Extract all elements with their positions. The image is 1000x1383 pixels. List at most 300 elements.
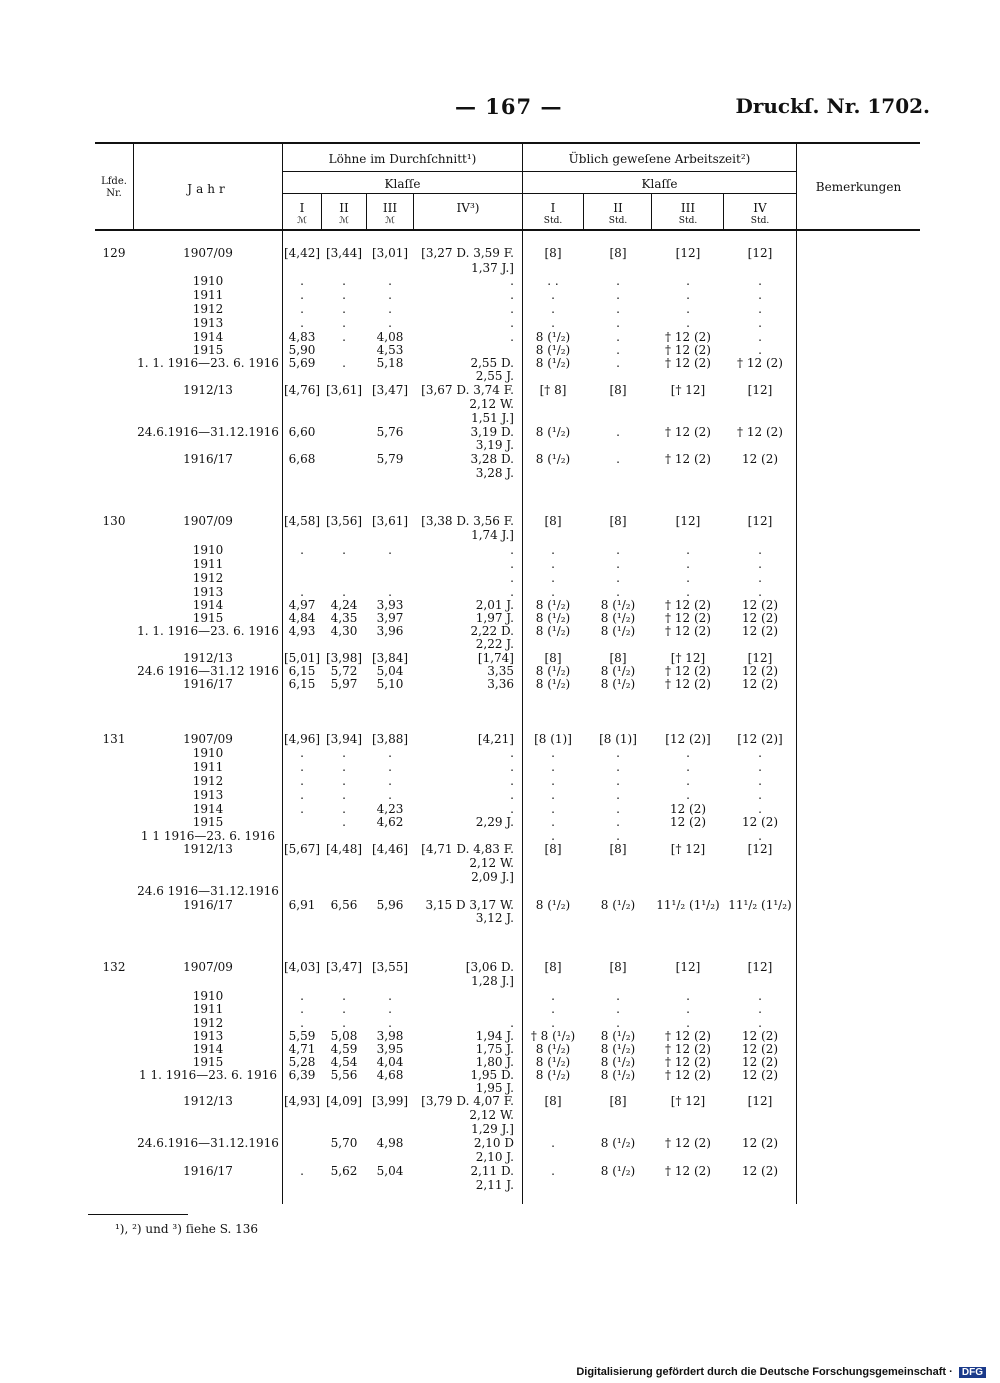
row-year: 1912 (192, 302, 224, 316)
wage-class-4: 3,28 D. (470, 452, 514, 466)
wage-class-2: . (342, 760, 346, 774)
wage-class-2: [3,47] (325, 960, 363, 974)
row-year: 1 1 1916—23. 6. 1916 (140, 829, 276, 843)
hours-class-4: [12 (2)] (737, 732, 783, 746)
hours-class-4: . (758, 571, 762, 585)
wage-class-4: 2,55 J. (475, 369, 514, 383)
wage-class-4: . (510, 802, 514, 816)
wage-class-4: 3,35 (487, 664, 514, 678)
wage-class-4: . (510, 274, 514, 288)
header-klasse-zeit: Klaſſe (641, 177, 678, 191)
hours-class-4: † 12 (2) (737, 425, 783, 439)
header-lfd-nr: Lfde. Nr. (101, 176, 127, 199)
wage-class-1: . (300, 989, 304, 1003)
wage-class-2: . (342, 288, 346, 302)
row-year: 1915 (192, 815, 224, 829)
wage-class-2: . (342, 989, 346, 1003)
wage-class-1: 6,39 (288, 1068, 316, 1082)
wage-class-2: . (342, 274, 346, 288)
klasse-zeit-rule (523, 193, 796, 194)
row-year: 24.6.1916—31.12.1916 (137, 425, 279, 439)
wage-class-4: . (510, 288, 514, 302)
hours-class-4: . (758, 989, 762, 1003)
wage-class-2: [4,48] (325, 842, 363, 856)
hours-class-1: 8 (¹/₂) (535, 598, 571, 612)
hours-class-4: . (758, 302, 762, 316)
row-year: 1. 1. 1916—23. 6. 1916 (137, 624, 279, 638)
hours-class-1: . (551, 316, 555, 330)
arbeitszeit-subheader-rule (523, 171, 796, 172)
row-year: 1907/09 (183, 514, 233, 528)
hours-class-3: [12 (2)] (665, 732, 711, 746)
wage-class-1: . (300, 788, 304, 802)
wage-class-4: . (510, 774, 514, 788)
wage-class-3: . (388, 274, 392, 288)
row-year: 1912 (192, 571, 224, 585)
wage-class-3: 3,95 (376, 1042, 404, 1056)
hours-class-2: . (616, 1016, 620, 1030)
wage-class-4: . (510, 1016, 514, 1030)
hours-class-3: [† 12] (670, 651, 706, 665)
wage-class-2: 4,24 (330, 598, 358, 612)
hours-class-3: . (686, 760, 690, 774)
hours-class-4: 12 (2) (741, 1136, 779, 1150)
wage-class-3: [3,55] (371, 960, 409, 974)
row-year: 1912 (192, 774, 224, 788)
wage-class-3: . (388, 302, 392, 316)
hours-class-3: . (686, 288, 690, 302)
hours-class-3: . (686, 557, 690, 571)
hours-class-4: [12] (747, 514, 773, 528)
wage-class-1: . (300, 585, 304, 599)
klasse-loehne-rule (283, 193, 522, 194)
wage-class-1: 4,97 (288, 598, 316, 612)
hours-class-2: . (616, 1002, 620, 1016)
hours-class-4: [12] (747, 960, 773, 974)
hours-class-4: . (758, 746, 762, 760)
hours-class-1: [8] (544, 651, 562, 665)
hours-class-3: . (686, 585, 690, 599)
wage-class-3: . (388, 746, 392, 760)
hours-class-4: 12 (2) (741, 815, 779, 829)
hours-class-1: . (551, 571, 555, 585)
row-year: 1907/09 (183, 732, 233, 746)
hours-class-1: . (551, 302, 555, 316)
row-year: 1915 (192, 1055, 224, 1069)
hours-class-3: . (686, 746, 690, 760)
wage-class-2: . (342, 802, 346, 816)
wage-class-4: 1,80 J. (475, 1055, 514, 1069)
wage-class-4: . (510, 788, 514, 802)
col-divider-zeit (796, 144, 797, 1204)
row-year: 1913 (192, 585, 224, 599)
wage-class-3: [3,84] (371, 651, 409, 665)
hours-class-2: 8 (¹/₂) (600, 1068, 636, 1082)
hours-class-2: . (616, 815, 620, 829)
hours-class-3: † 12 (2) (665, 624, 711, 638)
wage-class-3: 5,04 (376, 664, 404, 678)
wage-class-4: 2,09 J.] (471, 870, 514, 884)
hours-class-2: . (616, 585, 620, 599)
hours-class-1: . (551, 829, 555, 843)
wage-class-3: 4,62 (376, 815, 404, 829)
wage-class-4: [4,21] (477, 732, 514, 746)
header-zeit-unit-4: Std. (750, 216, 770, 226)
header-loehne-unit-3: ℳ (385, 216, 395, 226)
hours-class-2: 8 (¹/₂) (600, 898, 636, 912)
hours-class-4: 12 (2) (741, 1042, 779, 1056)
wage-class-2: 5,72 (330, 664, 358, 678)
hours-class-3: † 12 (2) (665, 1136, 711, 1150)
hours-class-1: 8 (¹/₂) (535, 677, 571, 691)
hours-class-4: . (758, 1002, 762, 1016)
hours-class-4: . (758, 330, 762, 344)
wage-class-4: 2,11 D. (470, 1164, 514, 1178)
wage-class-2: . (342, 1016, 346, 1030)
header-loehne-unit-1: ℳ (297, 216, 307, 226)
hours-class-2: . (616, 302, 620, 316)
wage-class-3: . (388, 989, 392, 1003)
hours-class-2: . (616, 425, 620, 439)
hours-class-2: . (616, 288, 620, 302)
wage-class-1: 4,71 (288, 1042, 316, 1056)
wage-class-2: . (342, 330, 346, 344)
header-zeit-col-1: I (550, 201, 556, 215)
wage-class-3: [3,01] (371, 246, 409, 260)
hours-class-2: [8] (609, 842, 627, 856)
wage-class-1: [4,03] (283, 960, 321, 974)
hours-class-2: [8] (609, 383, 627, 397)
row-year: 1910 (192, 543, 224, 557)
hours-class-1: 8 (¹/₂) (535, 611, 571, 625)
hours-class-4: . (758, 829, 762, 843)
wage-class-3: 5,04 (376, 1164, 404, 1178)
wage-class-1: [4,93] (283, 1094, 321, 1108)
hours-class-2: [8] (609, 1094, 627, 1108)
wage-class-4: . (510, 302, 514, 316)
wage-class-1: . (300, 774, 304, 788)
hours-class-2: . (616, 356, 620, 370)
wage-class-4: 2,10 J. (475, 1150, 514, 1164)
row-number: 131 (102, 732, 126, 746)
hours-class-1: 8 (¹/₂) (535, 898, 571, 912)
hours-class-3: † 12 (2) (665, 330, 711, 344)
hours-class-2: [8] (609, 514, 627, 528)
header-zeit-col-4: IV (753, 201, 767, 215)
row-year: 1911 (192, 760, 224, 774)
row-year: 1913 (192, 316, 224, 330)
hours-class-1: [8] (544, 1094, 562, 1108)
wage-class-1: [5,67] (283, 842, 321, 856)
wage-class-1: 5,90 (288, 343, 316, 357)
wage-class-2: [3,94] (325, 732, 363, 746)
hours-class-1: . (551, 557, 555, 571)
hours-class-4: . (758, 274, 762, 288)
wage-class-3: [4,46] (371, 842, 409, 856)
wage-class-2: [3,98] (325, 651, 363, 665)
header-arbeitszeit: Üblich geweſene Arbeitszeit²) (568, 152, 751, 166)
hours-class-1: . (551, 1002, 555, 1016)
hours-class-1: 8 (¹/₂) (535, 452, 571, 466)
hours-class-1: † 8 (¹/₂) (530, 1029, 576, 1043)
wage-class-2: . (342, 356, 346, 370)
wage-class-1: . (300, 274, 304, 288)
wage-class-2: . (342, 774, 346, 788)
hours-class-4: 12 (2) (741, 598, 779, 612)
hours-class-2: . (616, 330, 620, 344)
row-year: 1914 (192, 802, 224, 816)
wage-class-2: 5,62 (330, 1164, 358, 1178)
wage-class-4: 1,37 J.] (471, 261, 514, 275)
wage-class-3: [3,88] (371, 732, 409, 746)
hours-class-3: † 12 (2) (665, 1029, 711, 1043)
wage-class-4: 3,15 D 3,17 W. (425, 898, 514, 912)
wage-class-4: 2,12 W. (469, 856, 514, 870)
hours-class-1: . (551, 1136, 555, 1150)
wage-class-4: 2,11 J. (475, 1178, 514, 1192)
hours-class-4: . (758, 774, 762, 788)
footnote-rule (88, 1214, 188, 1215)
hours-class-2: 8 (¹/₂) (600, 611, 636, 625)
hours-class-4: 12 (2) (741, 611, 779, 625)
wage-class-3: 5,76 (376, 425, 404, 439)
credit-text: Digitalisierung gefördert durch die Deutsche Forschungsgemeinschaft · (576, 1366, 953, 1378)
wage-class-1: . (300, 316, 304, 330)
wage-class-1: 4,93 (288, 624, 316, 638)
row-number: 129 (102, 246, 126, 260)
hours-class-2: . (616, 788, 620, 802)
row-year: 1913 (192, 1029, 224, 1043)
hours-class-4: [12] (747, 383, 773, 397)
footnote: ¹), ²) und ³) ſiehe S. 136 (115, 1222, 259, 1236)
wage-class-1: . (300, 302, 304, 316)
wage-class-1: . (300, 288, 304, 302)
wage-class-4: . (510, 760, 514, 774)
row-year: 1914 (192, 330, 224, 344)
wage-class-1: . (300, 1016, 304, 1030)
hours-class-3: 12 (2) (669, 815, 707, 829)
header-zeit-unit-2: Std. (608, 216, 628, 226)
hours-class-1: . (551, 788, 555, 802)
wage-class-3: . (388, 788, 392, 802)
hours-class-2: . (616, 802, 620, 816)
hours-class-4: . (758, 585, 762, 599)
hours-class-2: [8 (1)] (599, 732, 637, 746)
wage-class-1: [4,58] (283, 514, 321, 528)
wage-class-4: [1,74] (477, 651, 514, 665)
wage-class-4: 1,94 J. (475, 1029, 514, 1043)
wage-class-4: 2,55 D. (470, 356, 514, 370)
wage-class-2: . (342, 585, 346, 599)
row-year: 1 1. 1916—23. 6. 1916 (139, 1068, 277, 1082)
wage-class-3: . (388, 760, 392, 774)
wage-class-3: 3,96 (376, 624, 404, 638)
hours-class-3: [12] (675, 960, 701, 974)
hours-class-3: 11¹/₂ (1¹/₂) (656, 898, 720, 912)
hours-class-1: . (551, 1164, 555, 1178)
row-number: 132 (102, 960, 126, 974)
hours-class-3: † 12 (2) (665, 1068, 711, 1082)
hours-class-3: . (686, 274, 690, 288)
wage-class-4: 2,12 W. (469, 1108, 514, 1122)
hours-class-3: . (686, 774, 690, 788)
wage-class-3: . (388, 543, 392, 557)
header-bemerkungen: Bemerkungen (815, 180, 902, 194)
hours-class-4: 12 (2) (741, 1029, 779, 1043)
wage-class-2: [3,44] (325, 246, 363, 260)
wage-class-4: . (510, 330, 514, 344)
hours-class-4: . (758, 557, 762, 571)
row-year: 1915 (192, 611, 224, 625)
hours-class-3: † 12 (2) (665, 1164, 711, 1178)
hours-class-1: 8 (¹/₂) (535, 1068, 571, 1082)
hours-class-1: . (551, 288, 555, 302)
hours-class-3: † 12 (2) (665, 677, 711, 691)
wage-class-3: 5,79 (376, 452, 404, 466)
row-year: 1912/13 (183, 651, 233, 665)
wage-class-1: [5,01] (283, 651, 321, 665)
digitization-credit (576, 1366, 986, 1378)
wage-class-2: . (342, 1002, 346, 1016)
hours-class-4: . (758, 543, 762, 557)
wage-class-3: . (388, 316, 392, 330)
hours-class-1: 8 (¹/₂) (535, 1055, 571, 1069)
page-number: — 167 — (455, 94, 563, 119)
hours-class-3: . (686, 316, 690, 330)
wage-class-3: 4,04 (376, 1055, 404, 1069)
hours-class-1: 8 (¹/₂) (535, 356, 571, 370)
wage-class-2: . (342, 316, 346, 330)
hours-class-4: [12] (747, 246, 773, 260)
hours-class-3: [12] (675, 246, 701, 260)
row-year: 24.6.1916—31.12.1916 (137, 1136, 279, 1150)
wage-class-4: . (510, 585, 514, 599)
wage-class-4: 1,51 J.] (471, 411, 514, 425)
hours-class-1: . (551, 1016, 555, 1030)
row-year: 1916/17 (183, 1164, 233, 1178)
header-zeit-col-3: III (680, 201, 696, 215)
wage-class-4: 1,95 J. (475, 1081, 514, 1095)
wage-class-1: 5,69 (288, 356, 316, 370)
wage-class-4: [3,38 D. 3,56 F. (421, 514, 514, 528)
hours-class-4: [12] (747, 842, 773, 856)
hours-class-3: 12 (2) (669, 802, 707, 816)
wage-class-3: [3,47] (371, 383, 409, 397)
hours-class-4: 12 (2) (741, 1164, 779, 1178)
hours-class-2: . (616, 746, 620, 760)
hours-class-4: [12] (747, 651, 773, 665)
hours-class-2: . (616, 557, 620, 571)
hours-class-1: [8] (544, 960, 562, 974)
wage-class-4: [3,67 D. 3,74 F. (421, 383, 514, 397)
wage-class-4: . (510, 543, 514, 557)
wage-class-4: 2,22 D. (470, 624, 514, 638)
hours-class-2: . (616, 989, 620, 1003)
wage-class-3: 4,68 (376, 1068, 404, 1082)
hours-class-2: 8 (¹/₂) (600, 1029, 636, 1043)
wage-class-4: 3,12 J. (475, 911, 514, 925)
wage-class-4: 1,97 J. (475, 611, 514, 625)
hours-class-2: . (616, 774, 620, 788)
row-year: 1916/17 (183, 677, 233, 691)
hours-class-3: † 12 (2) (665, 598, 711, 612)
header-loehne-col-2: II (339, 201, 349, 215)
hours-class-1: 8 (¹/₂) (535, 330, 571, 344)
wage-class-4: . (510, 571, 514, 585)
hours-class-4: . (758, 788, 762, 802)
row-year: 1907/09 (183, 960, 233, 974)
wage-class-1: . (300, 746, 304, 760)
wage-class-4: 1,28 J.] (471, 974, 514, 988)
wage-class-2: . (342, 788, 346, 802)
hours-class-3: . (686, 788, 690, 802)
wage-class-1: 6,15 (288, 664, 316, 678)
hours-class-2: 8 (¹/₂) (600, 664, 636, 678)
wage-class-4: 3,36 (487, 677, 514, 691)
wage-class-3: . (388, 1002, 392, 1016)
hours-class-4: 12 (2) (741, 677, 779, 691)
wage-class-1: [4,42] (283, 246, 321, 260)
wage-class-1: 4,83 (288, 330, 316, 344)
wage-class-1: 6,68 (288, 452, 316, 466)
hours-class-2: [8] (609, 651, 627, 665)
hours-class-2: [8] (609, 246, 627, 260)
hours-class-3: † 12 (2) (665, 664, 711, 678)
wage-class-4: 2,01 J. (475, 598, 514, 612)
hours-class-3: [† 12] (670, 842, 706, 856)
header-zeit-unit-3: Std. (678, 216, 698, 226)
hours-class-3: . (686, 543, 690, 557)
wage-class-2: 5,70 (330, 1136, 358, 1150)
wage-class-3: 5,96 (376, 898, 404, 912)
wage-class-2: 4,30 (330, 624, 358, 638)
hours-class-1: . . (547, 274, 559, 288)
wage-class-1: 6,60 (288, 425, 316, 439)
hours-class-2: . (616, 452, 620, 466)
hours-class-4: . (758, 1016, 762, 1030)
wage-class-4: 2,22 J. (475, 637, 514, 651)
wage-class-1: . (300, 543, 304, 557)
row-year: 1912 (192, 1016, 224, 1030)
wage-class-1: 4,84 (288, 611, 316, 625)
wage-class-3: . (388, 1016, 392, 1030)
hours-class-2: 8 (¹/₂) (600, 677, 636, 691)
wage-class-4: [3,79 D. 4,07 F. (421, 1094, 514, 1108)
wage-class-4: [3,27 D. 3,59 F. (421, 246, 514, 260)
wage-class-2: [4,09] (325, 1094, 363, 1108)
hours-class-3: † 12 (2) (665, 452, 711, 466)
document-reference: Druckſ. Nr. 1702. (735, 94, 930, 118)
wage-class-4: . (510, 746, 514, 760)
hours-class-4: . (758, 760, 762, 774)
wage-class-2: 6,56 (330, 898, 358, 912)
hours-class-4: . (758, 802, 762, 816)
hours-class-2: 8 (¹/₂) (600, 1136, 636, 1150)
wage-class-1: [4,76] (283, 383, 321, 397)
wage-class-1: [4,96] (283, 732, 321, 746)
row-year: 1912/13 (183, 1094, 233, 1108)
hours-class-1: . (551, 815, 555, 829)
wage-class-4: 2,12 W. (469, 397, 514, 411)
hours-class-2: . (616, 316, 620, 330)
wage-class-4: 1,29 J.] (471, 1122, 514, 1136)
wage-class-3: [3,61] (371, 514, 409, 528)
hours-class-4: 12 (2) (741, 624, 779, 638)
row-year: 1910 (192, 989, 224, 1003)
hours-class-4: 12 (2) (741, 452, 779, 466)
wage-class-4: 3,19 J. (475, 438, 514, 452)
hours-class-2: . (616, 543, 620, 557)
